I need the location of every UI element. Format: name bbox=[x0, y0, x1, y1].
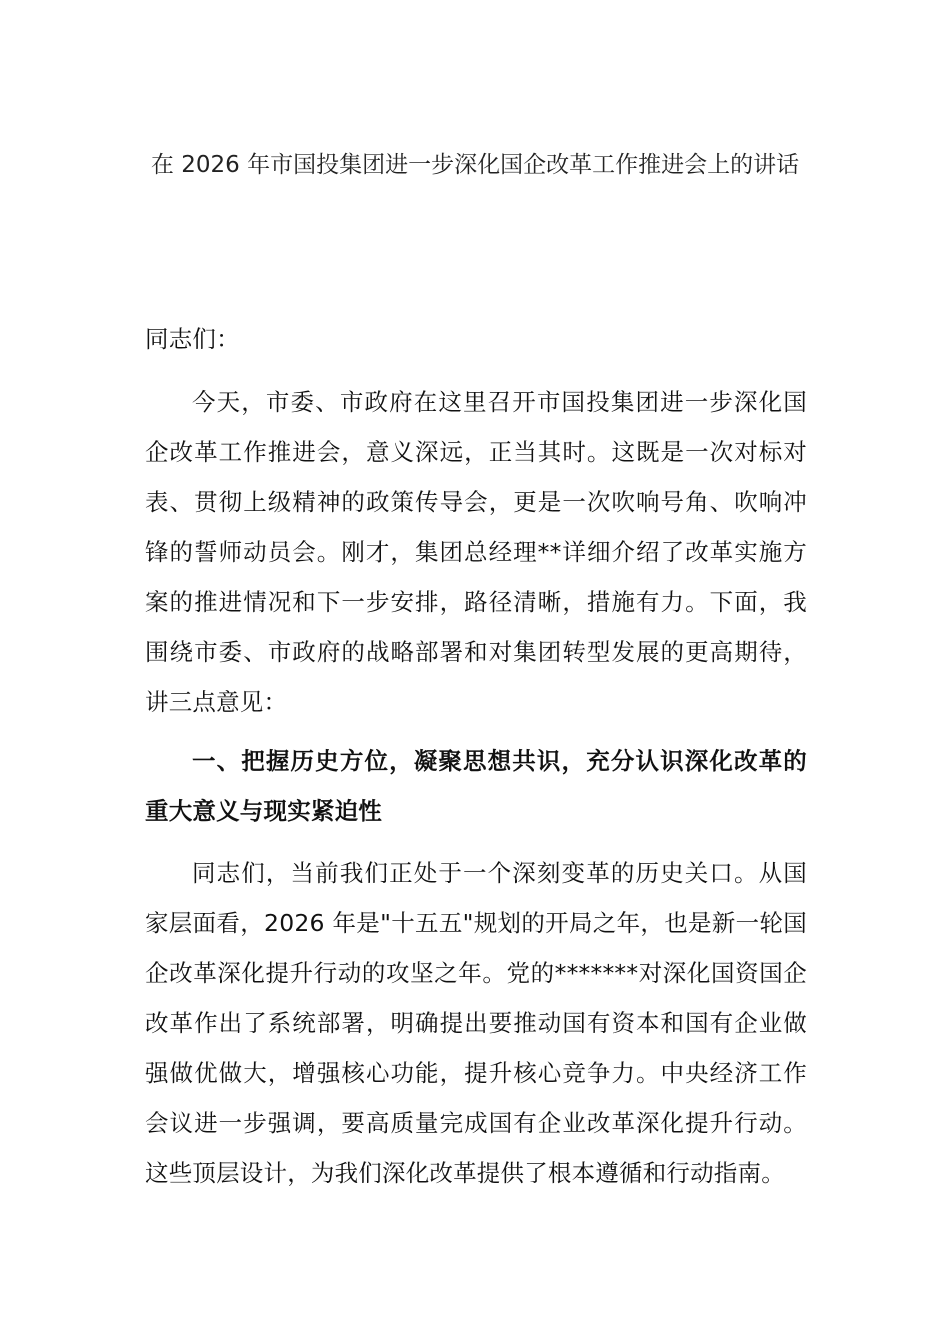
paragraph-intro: 今天，市委、市政府在这里召开市国投集团进一步深化国企改革工作推进会，意义深远，正当其时。这既是一次对标对表、贯彻上级精神的政策传导会，更是一次吹响号角、吹响冲锋的誓师动员会。刚才，集团总经理**详细介绍了改革实施方案的推进情况和下一步安排，路径清晰，措施有力。下面，我围绕市委、市政府的战略部署和对集团转型发展的更高期待，讲三点意见： bbox=[145, 388, 807, 716]
document-title: 在 2026 年市国投集团进一步深化国企改革工作推进会上的讲话 bbox=[150, 152, 800, 178]
section-heading-1: 一、把握历史方位，凝聚思想共识，充分认识深化改革的重大意义与现实紧迫性 bbox=[145, 747, 807, 825]
salutation: 同志们： bbox=[145, 325, 240, 353]
paragraph-section-1: 同志们，当前我们正处于一个深刻变革的历史关口。从国家层面看，2026 年是"十五五"规划的开局之年，也是新一轮国企改革深化提升行动的攻坚之年。党的*******对深化国资国企改革作出了系统部署，明确提出要推动国有资本和国有企业做强做优做大，增强核心功能，提升核心竞争力。中央经济工作会议进一步强调，要高质量完成国有企业改革深化提升行动。这些顶层设计，为我们深化改革提供了根本遵循和行动指南。 bbox=[145, 859, 807, 1187]
